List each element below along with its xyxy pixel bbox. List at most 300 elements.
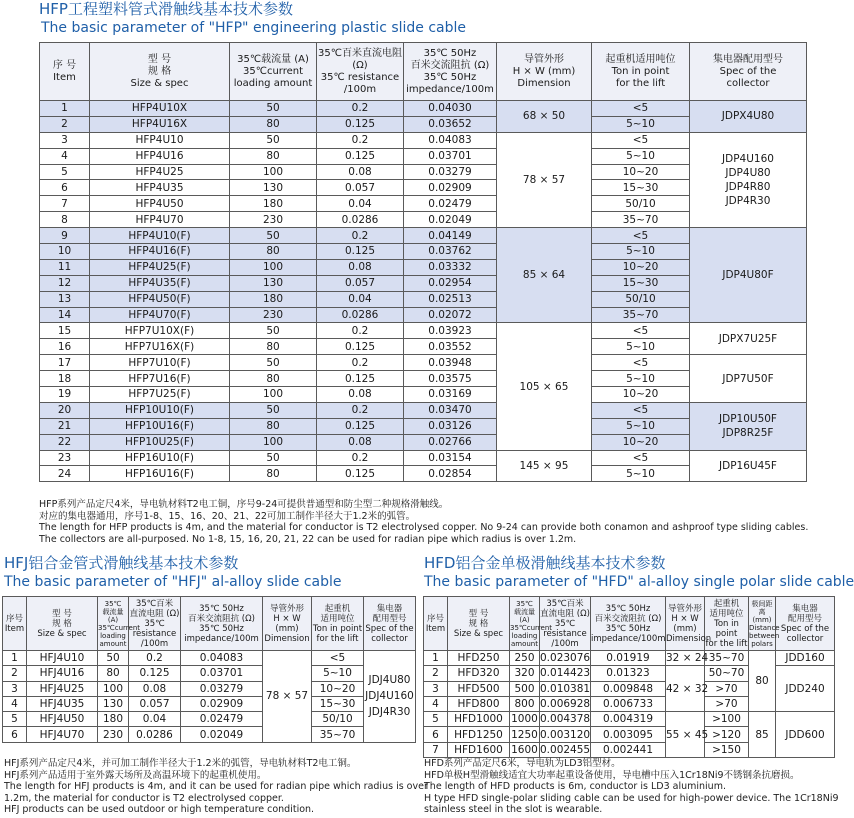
hfp-cell-ton: 10~20	[592, 164, 690, 180]
hfp-cell-size: HFP7U10(F)	[90, 355, 230, 371]
hfp-cell-item: 10	[40, 244, 90, 260]
hfj-cell-resistance: 0.0286	[129, 727, 181, 742]
hfj-header-ton: 起重机 适用吨位 Ton in point for the lift	[312, 597, 364, 651]
hfd-cell-ton: >120	[705, 727, 749, 742]
hfj-header-size: 型 号 规 格 Size & spec	[27, 597, 98, 651]
hfp-cell-resistance: 0.2	[317, 355, 404, 371]
hfp-cell-current: 100	[230, 259, 317, 275]
hfp-cell-resistance: 0.2	[317, 101, 404, 117]
hfp-title-en: The basic parameter of "HFP" engineering plastic slide cable	[41, 20, 467, 36]
hfp-cell-ton: 5~10	[592, 466, 690, 482]
hfd-cell-resistance: 0.023076	[540, 652, 591, 665]
hfp-cell-impedance: 0.02513	[404, 291, 497, 307]
hfp-cell-collector: JDP7U50F	[690, 355, 807, 403]
hfp-cell-resistance: 0.125	[317, 244, 404, 260]
hfd-table	[423, 596, 835, 758]
hfp-header-current: 35℃载流量 (A) 35℃current loading amount	[230, 43, 317, 101]
hfp-cell-current: 50	[230, 355, 317, 371]
hfd-table-row	[424, 651, 835, 666]
hfp-cell-item: 12	[40, 275, 90, 291]
hfj-cell-ton: 5~10	[312, 666, 364, 681]
hfd-cell-size: HFD1600	[448, 742, 510, 757]
hfd-cell-collector: JDD240	[776, 666, 835, 712]
hfp-note: 对应的集电器通用，序号1-8、15、16、20、21、22可加工制作半径大于1.2米的弧管。	[39, 510, 416, 522]
hfd-cell-current: 1600	[511, 743, 538, 756]
hfp-cell-current: 100	[230, 434, 317, 450]
hfd-cell-item: 5	[424, 712, 448, 727]
hfj-cell-current: 100	[98, 681, 129, 696]
hfp-title-cn: HFP工程塑料管式滑触线基本技术参数	[39, 0, 293, 18]
hfp-note: HFP系列产品定尺4米，导电轨材料T2电工铜，序号9-24可提供普通型和防尘型二种规格滑触线。	[39, 499, 449, 510]
hfd-cell-current: 500	[510, 681, 540, 696]
hfp-table-row	[40, 323, 807, 339]
hfd-cell-current: 1000	[511, 713, 538, 726]
hfp-cell-size: HFP4U35	[90, 180, 230, 196]
hfp-cell-collector: JDP4U80F	[690, 228, 807, 323]
hfj-cell-ton: 35~70	[312, 727, 364, 742]
hfj-notes	[4, 758, 428, 816]
hfp-cell-impedance: 0.03762	[404, 244, 497, 260]
hfp-cell-ton: 5~10	[592, 244, 690, 260]
hfp-cell-current: 80	[230, 339, 317, 355]
hfj-cell-impedance: 0.04083	[181, 651, 263, 666]
hfd-cell-impedance: 0.01919	[591, 651, 666, 666]
hfd-cell-impedance: 0.006733	[591, 696, 666, 711]
hfp-cell-impedance: 0.02909	[404, 180, 497, 196]
hfp-cell-resistance: 0.125	[317, 339, 404, 355]
hfd-cell-size: HFD250	[448, 651, 510, 666]
hfd-cell-current: 320	[510, 666, 540, 681]
hfp-cell-current: 50	[230, 450, 317, 466]
hfj-cell-size: HFJ4U10	[27, 651, 98, 666]
hfd-cell-resistance: 0.006928	[540, 698, 591, 711]
hfp-cell-impedance: 0.03701	[404, 148, 497, 164]
hfd-cell-item: 3	[424, 681, 448, 696]
hfj-cell-size: HFJ4U25	[27, 681, 98, 696]
hfd-header-size: 型 号 规 格 Size & spec	[448, 597, 510, 651]
hfj-title-cn: HFJ铝合金管式滑触线基本技术参数	[4, 554, 239, 572]
hfd-cell-impedance: 0.01323	[591, 666, 666, 681]
hfp-cell-ton: <5	[592, 402, 690, 418]
hfp-cell-size: HFP7U16X(F)	[90, 339, 230, 355]
hfp-header-dimension: 导管外形 H × W (mm) Dimension	[497, 43, 592, 101]
hfp-cell-resistance: 0.08	[317, 259, 404, 275]
hfp-cell-size: HFP10U25(F)	[90, 434, 230, 450]
hfp-cell-size: HFP4U70(F)	[90, 307, 230, 323]
hfp-cell-dimension: 85 × 64	[497, 228, 592, 323]
hfp-cell-item: 7	[40, 196, 90, 212]
hfj-note: HFJ系列产品适用于室外露天场所及高温环境下的起重机使用。	[4, 769, 267, 781]
hfj-cell-ton: 15~30	[312, 696, 364, 711]
hfp-cell-size: HFP4U35(F)	[90, 275, 230, 291]
hfd-cell-current: 800	[510, 696, 540, 711]
hfd-note: stainless steel in the slot is wearable.	[424, 804, 603, 815]
hfj-header-current-text: 35℃ 载流量 (A) 35℃current loading amount	[98, 599, 141, 648]
hfp-cell-current: 230	[230, 307, 317, 323]
hfp-cell-collector: JDP10U50F JDP8R25F	[690, 402, 807, 450]
hfp-cell-dimension: 145 × 95	[497, 450, 592, 482]
hfj-cell-impedance: 0.02909	[181, 696, 263, 711]
hfp-cell-collector: JDP4U160 JDP4U80 JDP4R80 JDP4R30	[690, 132, 807, 227]
hfp-cell-collector: JDPX4U80	[690, 101, 807, 133]
hfj-cell-resistance: 0.2	[129, 651, 181, 666]
hfp-cell-resistance: 0.125	[317, 418, 404, 434]
hfj-cell-item: 6	[3, 727, 27, 742]
hfp-cell-item: 24	[40, 466, 90, 482]
hfj-cell-dimension: 78 × 57	[263, 651, 312, 743]
hfp-note: The collectors are all-purposed. No 1-8, 15, 16, 20, 21, 22 can be used for radian pipe which radius is over 1.2m.	[39, 533, 577, 545]
hfd-cell-ton: 35~70	[705, 651, 749, 666]
hfp-header-collector: 集电器配用型号 Spec of the collector	[690, 43, 807, 101]
hfj-cell-resistance: 0.04	[129, 712, 181, 727]
hfp-cell-item: 18	[40, 371, 90, 387]
hfj-cell-current: 50	[98, 651, 129, 666]
hfd-title-cn: HFD铝合金单极滑触线基本技术参数	[424, 554, 666, 572]
hfp-cell-size: HFP4U50(F)	[90, 291, 230, 307]
hfp-cell-dimension: 105 × 65	[497, 323, 592, 450]
hfj-table-row	[3, 727, 416, 742]
hfd-cell-size: HFD500	[448, 681, 510, 696]
hfp-cell-resistance: 0.04	[317, 291, 404, 307]
hfp-cell-resistance: 0.08	[317, 164, 404, 180]
hfp-cell-ton: <5	[592, 101, 690, 117]
hfp-cell-item: 21	[40, 418, 90, 434]
hfp-cell-item: 11	[40, 259, 90, 275]
hfp-cell-item: 5	[40, 164, 90, 180]
hfd-header-item: 序号 Item	[424, 597, 448, 651]
hfp-cell-current: 80	[230, 418, 317, 434]
hfd-cell-dimension: 32 × 24	[666, 652, 709, 665]
hfp-cell-impedance: 0.02049	[404, 212, 497, 228]
hfd-cell-resistance: 0.003120	[540, 728, 591, 741]
hfj-cell-impedance: 0.03279	[181, 681, 263, 696]
hfp-cell-impedance: 0.04030	[404, 101, 497, 117]
hfd-cell-resistance: 0.014423	[540, 667, 591, 680]
hfd-cell-size: HFD1250	[448, 727, 510, 742]
hfj-cell-resistance: 0.125	[129, 666, 181, 681]
hfd-cell-distance: 85	[749, 712, 776, 758]
hfp-cell-item: 16	[40, 339, 90, 355]
hfp-cell-size: HFP4U16(F)	[90, 244, 230, 260]
hfp-cell-resistance: 0.2	[317, 132, 404, 148]
hfp-cell-resistance: 0.2	[317, 323, 404, 339]
hfj-table-row	[3, 651, 416, 666]
hfp-cell-ton: 5~10	[592, 339, 690, 355]
hfp-cell-current: 100	[230, 164, 317, 180]
hfj-cell-current: 180	[98, 712, 129, 727]
hfj-header-collector: 集电器 配用型号 Spec of the collector	[364, 597, 416, 651]
hfd-cell-ton: >100	[705, 712, 749, 727]
hfp-cell-item: 14	[40, 307, 90, 323]
hfp-cell-impedance: 0.02854	[404, 466, 497, 482]
hfp-cell-impedance: 0.03154	[404, 450, 497, 466]
hfp-cell-item: 4	[40, 148, 90, 164]
hfp-cell-impedance: 0.03923	[404, 323, 497, 339]
hfp-cell-collector: JDPX7U25F	[690, 323, 807, 355]
hfp-cell-resistance: 0.057	[317, 275, 404, 291]
hfp-cell-ton: 35~70	[592, 212, 690, 228]
hfp-cell-item: 1	[40, 101, 90, 117]
hfp-cell-item: 22	[40, 434, 90, 450]
hfj-cell-current: 230	[98, 727, 129, 742]
hfp-cell-current: 180	[230, 196, 317, 212]
hfp-cell-current: 130	[230, 275, 317, 291]
hfp-cell-impedance: 0.02954	[404, 275, 497, 291]
hfd-header-current	[510, 597, 553, 651]
hfp-cell-resistance: 0.2	[317, 228, 404, 244]
hfp-cell-item: 8	[40, 212, 90, 228]
hfp-cell-impedance: 0.04083	[404, 132, 497, 148]
hfj-title-en: The basic parameter of "HFJ" al-alloy slide cable	[4, 574, 342, 590]
hfd-header-resistance: 35℃百米 直流电阻 (Ω) 35℃ resistance /100m	[540, 598, 590, 649]
hfj-cell-item: 1	[3, 651, 27, 666]
hfj-cell-size: HFJ4U35	[27, 696, 98, 711]
hfj-cell-current: 80	[98, 666, 129, 681]
hfp-cell-current: 80	[230, 371, 317, 387]
hfd-cell-dimension: 55 × 45	[666, 712, 705, 758]
hfp-cell-collector: JDP16U45F	[690, 450, 807, 482]
hfp-table-row	[40, 228, 807, 244]
hfj-cell-ton: <5	[312, 651, 364, 666]
hfd-header-distance-text: 极间距离 (mm) Distance between polars	[749, 599, 780, 648]
hfp-cell-resistance: 0.125	[317, 466, 404, 482]
hfp-cell-impedance: 0.03126	[404, 418, 497, 434]
hfj-table-row	[3, 681, 416, 696]
hfj-table-row	[3, 696, 416, 711]
hfp-cell-ton: 10~20	[592, 434, 690, 450]
hfp-cell-ton: 5~10	[592, 116, 690, 132]
hfp-header-ton: 起重机适用吨位 Ton in point for the lift	[592, 43, 690, 101]
hfp-table-row	[40, 101, 807, 117]
hfj-header-current	[98, 597, 141, 651]
hfp-cell-resistance: 0.08	[317, 387, 404, 403]
hfd-header-collector: 集电器 配用型号 Spec of the collector	[776, 597, 835, 651]
hfd-note: H type HFD single-polar sliding cable can be used for high-power device. The 1Cr18Ni9	[424, 792, 839, 804]
hfp-cell-size: HFP4U70	[90, 212, 230, 228]
hfp-cell-size: HFP16U16(F)	[90, 466, 230, 482]
hfd-notes	[424, 758, 839, 816]
hfd-cell-dimension: 42 × 32	[666, 666, 705, 712]
hfp-cell-size: HFP7U16(F)	[90, 371, 230, 387]
hfj-cell-resistance: 0.057	[129, 696, 181, 711]
hfp-cell-size: HFP7U10X(F)	[90, 323, 230, 339]
hfp-table-row	[40, 132, 807, 148]
hfp-cell-item: 3	[40, 132, 90, 148]
hfp-cell-size: HFP16U10(F)	[90, 450, 230, 466]
hfp-cell-impedance: 0.03948	[404, 355, 497, 371]
hfp-cell-impedance: 0.02766	[404, 434, 497, 450]
hfp-cell-current: 130	[230, 180, 317, 196]
hfd-cell-current: 250	[510, 651, 540, 666]
hfd-cell-collector: JDD160	[776, 651, 835, 666]
hfp-cell-impedance: 0.03470	[404, 402, 497, 418]
hfd-header-distance	[749, 597, 780, 651]
hfj-table-row	[3, 666, 416, 681]
hfp-cell-ton: <5	[592, 132, 690, 148]
hfj-cell-impedance: 0.03701	[181, 666, 263, 681]
hfd-cell-ton: >70	[705, 696, 749, 711]
hfd-cell-item: 2	[424, 666, 448, 681]
hfj-cell-item: 4	[3, 696, 27, 711]
hfp-cell-impedance: 0.03552	[404, 339, 497, 355]
hfp-cell-ton: 50/10	[592, 196, 690, 212]
hfp-cell-resistance: 0.04	[317, 196, 404, 212]
hfd-cell-ton: >70	[705, 681, 749, 696]
hfd-cell-ton: >150	[705, 742, 749, 757]
hfp-cell-impedance: 0.03652	[404, 116, 497, 132]
hfp-cell-ton: <5	[592, 323, 690, 339]
hfp-table-row	[40, 402, 807, 418]
hfj-cell-impedance: 0.02049	[181, 727, 263, 742]
hfp-cell-resistance: 0.0286	[317, 307, 404, 323]
hfd-cell-item: 1	[424, 651, 448, 666]
hfd-cell-resistance: 0.004378	[540, 713, 591, 726]
hfd-header-dimension: 导管外形 H × W (mm) Dimension	[666, 597, 705, 651]
hfp-cell-item: 23	[40, 450, 90, 466]
hfp-cell-resistance: 0.0286	[317, 212, 404, 228]
hfp-cell-current: 50	[230, 402, 317, 418]
hfj-cell-resistance: 0.08	[129, 681, 181, 696]
hfd-header-ton: 起重机 适用吨位 Ton in point for the lift	[705, 598, 748, 649]
hfp-cell-dimension: 68 × 50	[497, 101, 592, 133]
hfd-cell-distance: 80	[749, 651, 776, 712]
hfp-cell-current: 50	[230, 228, 317, 244]
hfp-cell-ton: 15~30	[592, 180, 690, 196]
hfp-cell-resistance: 0.057	[317, 180, 404, 196]
hfj-header-impedance: 35℃ 50Hz 百米交流阻抗 (Ω) 35℃ 50Hz impedance/100m	[181, 597, 263, 651]
hfd-header-impedance: 35℃ 50Hz 百米交流阻抗 (Ω) 35℃ 50Hz impedance/100m	[591, 597, 666, 651]
hfp-table	[39, 42, 807, 482]
hfj-note: HFJ products can be used outdoor or high temperature condition.	[4, 804, 315, 815]
hfd-cell-size: HFD320	[448, 666, 510, 681]
hfp-cell-item: 2	[40, 116, 90, 132]
hfp-cell-current: 80	[230, 466, 317, 482]
hfj-cell-impedance: 0.02479	[181, 712, 263, 727]
hfj-note: The length for HFJ products is 4m, and it can be used for radian pipe which radius is over	[4, 781, 428, 792]
hfd-header-current-text: 35℃ 载流量 (A) 35℃current loading amount	[510, 599, 553, 648]
hfd-table-row	[424, 712, 835, 727]
hfd-cell-ton: 50~70	[705, 666, 749, 681]
hfj-note: 1.2m, the material for conductor is T2 electrolysed copper.	[4, 792, 284, 804]
hfp-header-resistance: 35℃百米直流电阻 (Ω) 35℃ resistance /100m	[317, 43, 404, 101]
hfp-cell-size: HFP7U25(F)	[90, 387, 230, 403]
hfd-cell-item: 6	[424, 727, 448, 742]
hfd-cell-item: 4	[424, 696, 448, 711]
hfp-cell-ton: <5	[592, 355, 690, 371]
hfp-cell-size: HFP4U16	[90, 148, 230, 164]
hfd-cell-collector: JDD600	[776, 712, 835, 758]
hfp-cell-resistance: 0.2	[317, 450, 404, 466]
hfj-table	[2, 596, 416, 743]
hfp-cell-impedance: 0.04149	[404, 228, 497, 244]
hfp-cell-size: HFP10U16(F)	[90, 418, 230, 434]
hfp-cell-size: HFP4U10(F)	[90, 228, 230, 244]
hfd-cell-impedance: 0.003095	[591, 727, 666, 742]
hfp-cell-current: 80	[230, 116, 317, 132]
hfp-cell-item: 17	[40, 355, 90, 371]
hfp-notes	[39, 499, 808, 545]
hfp-cell-ton: 35~70	[592, 307, 690, 323]
hfj-cell-collector: JDJ4U80 JDJ4U160 JDJ4R30	[364, 651, 416, 743]
hfp-cell-current: 230	[230, 212, 317, 228]
hfp-cell-ton: 15~30	[592, 275, 690, 291]
hfp-cell-current: 50	[230, 101, 317, 117]
hfj-cell-current: 130	[98, 696, 129, 711]
hfd-cell-impedance: 0.009848	[591, 681, 666, 696]
hfj-cell-item: 3	[3, 681, 27, 696]
hfj-cell-item: 5	[3, 712, 27, 727]
hfp-cell-size: HFP4U25(F)	[90, 259, 230, 275]
hfp-table-row	[40, 450, 807, 466]
hfp-cell-impedance: 0.03279	[404, 164, 497, 180]
hfp-cell-impedance: 0.03169	[404, 387, 497, 403]
hfp-cell-item: 6	[40, 180, 90, 196]
hfp-header-size: 型 号 规 格 Size & spec	[90, 43, 230, 101]
hfp-cell-impedance: 0.03575	[404, 371, 497, 387]
hfj-header-resistance: 35℃百米 直流电阻 (Ω) 35℃ resistance /100m	[129, 598, 180, 649]
hfp-cell-size: HFP4U25	[90, 164, 230, 180]
hfj-table-row	[3, 712, 416, 727]
hfp-cell-resistance: 0.125	[317, 371, 404, 387]
hfd-cell-resistance: 0.002455	[540, 743, 591, 756]
hfj-cell-size: HFJ4U70	[27, 727, 98, 742]
hfd-note: HFD单极H型滑触线适宜大功率起重设备使用，导电槽中压入1Cr18Ni9不锈钢条抗磨损。	[424, 769, 800, 781]
hfd-cell-size: HFD800	[448, 696, 510, 711]
hfd-cell-impedance: 0.002441	[591, 742, 666, 757]
hfp-cell-ton: 10~20	[592, 387, 690, 403]
hfp-cell-item: 9	[40, 228, 90, 244]
hfp-note: The length for HFP products is 4m, and the material for conductor is T2 electrolysed copper. No 9-24 can provide both conamon and ashproof type sliding cables.	[39, 522, 809, 533]
hfp-cell-size: HFP4U50	[90, 196, 230, 212]
hfp-cell-current: 50	[230, 323, 317, 339]
hfp-cell-item: 15	[40, 323, 90, 339]
hfd-cell-impedance: 0.004319	[591, 712, 666, 727]
hfp-cell-current: 180	[230, 291, 317, 307]
hfp-cell-impedance: 0.03332	[404, 259, 497, 275]
hfp-cell-item: 13	[40, 291, 90, 307]
hfj-header-dimension: 导管外形 H × W (mm) Dimension	[263, 597, 312, 651]
hfp-header-impedance: 35℃ 50Hz 百米交流阻抗 (Ω) 35℃ 50Hz impedance/100m	[404, 43, 497, 101]
hfd-title-en: The basic parameter of "HFD" al-alloy single polar slide cable	[424, 574, 854, 590]
hfp-cell-ton: <5	[592, 450, 690, 466]
hfj-header-item: 序号 Item	[3, 597, 27, 651]
hfp-cell-ton: 50/10	[592, 291, 690, 307]
hfp-cell-resistance: 0.125	[317, 148, 404, 164]
hfp-cell-current: 100	[230, 387, 317, 403]
hfp-cell-item: 20	[40, 402, 90, 418]
hfp-cell-ton: 10~20	[592, 259, 690, 275]
hfj-cell-size: HFJ4U16	[27, 666, 98, 681]
hfp-cell-resistance: 0.2	[317, 402, 404, 418]
hfd-note: HFD系列产品定尺6米，导电轨为LD3铝型材。	[424, 758, 621, 769]
hfd-note: The length of HFD products is 6m, conductor is LD3 aluminium.	[424, 781, 726, 792]
hfp-cell-size: HFP4U10	[90, 132, 230, 148]
hfp-cell-impedance: 0.02072	[404, 307, 497, 323]
hfp-cell-resistance: 0.125	[317, 116, 404, 132]
hfp-cell-current: 80	[230, 244, 317, 260]
hfp-cell-current: 50	[230, 132, 317, 148]
hfp-cell-ton: 5~10	[592, 371, 690, 387]
hfj-cell-item: 2	[3, 666, 27, 681]
hfp-cell-size: HFP4U16X	[90, 116, 230, 132]
hfd-cell-resistance: 0.010381	[540, 682, 591, 695]
hfp-cell-resistance: 0.08	[317, 434, 404, 450]
hfp-header-item: 序 号 Item	[40, 43, 90, 101]
hfp-cell-ton: 5~10	[592, 418, 690, 434]
hfp-cell-ton: 5~10	[592, 148, 690, 164]
hfd-cell-size: HFD1000	[448, 712, 510, 727]
hfj-cell-size: HFJ4U50	[27, 712, 98, 727]
